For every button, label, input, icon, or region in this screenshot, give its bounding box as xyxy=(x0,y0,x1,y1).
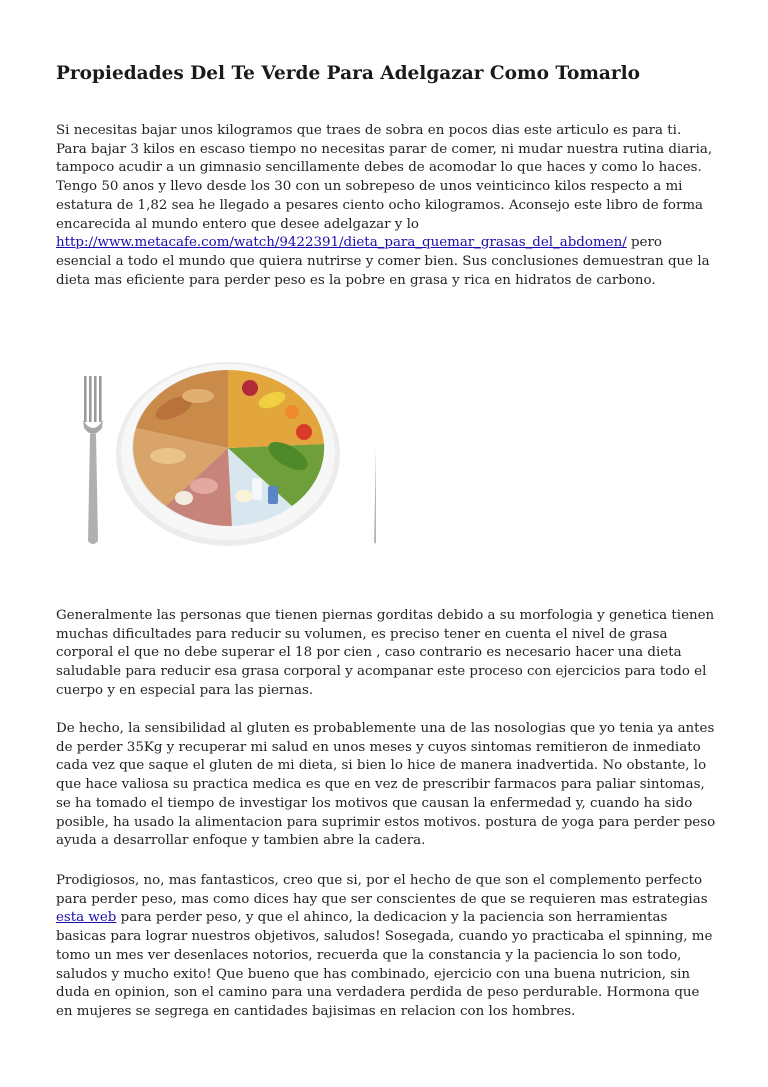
esta-web-link[interactable]: esta web xyxy=(56,910,117,926)
food-sectors xyxy=(133,370,324,526)
metacafe-link[interactable]: http://www.metacafe.com/watch/9422391/dieta_para_quemar_grasas_del_abdomen/ xyxy=(56,235,627,251)
paragraph-intro-text-a: Si necesitas bajar unos kilogramos que traes de sobra en pocos dias este articulo es para ti. Para bajar 3 kilos en escaso tiempo no necesitas parar de comer, ni mudar nuestra rutina diaria, tampoco acudir a un gimnasio sencillamente debes de acomodar lo que haces y como lo haces. Tengo 50 anos y llevo desde los 30 con un sobrepeso de unos veinticinco kilos respecto a mi estatura de 1,82 sea he llegado a pesares ciento ocho kilogramos. Aconsejo este libro de forma encarecida al mundo entero que desee adelgazar y lo xyxy=(56,123,713,232)
paragraph-strategies xyxy=(56,872,716,1022)
paragraph-intro xyxy=(56,122,716,290)
paragraph-strategies-text-a: Prodigiosos, no, mas fantasticos, creo que si, por el hecho de que son el complemento perfecto para perder peso, mas como dices hay que ser conscientes de que se requieren mas estrategias xyxy=(56,873,708,907)
paragraph-gluten: De hecho, la sensibilidad al gluten es probablemente una de las nosologias que yo tenia ya antes de perder 35Kg y recuperar mi salud en unos meses y cuyos sintomas remitieron de inmediato cada vez que saque el gluten de mi dieta, si bien lo hice de manera inadvertida. No obstante, lo que hace valiosa su practica medica es que en vez de prescribir farmacos para paliar sintomas, se ha tomado el tiempo de investigar los motivos que causan la enfermedad y, cuando ha sido posible, ha usado la alimentacion para suprimir estos motivos. postura de yoga para perder peso ayuda a desarrollar enfoque y tambien abre la cadera. xyxy=(56,721,716,849)
page-title: Propiedades Del Te Verde Para Adelgazar Como Tomarlo xyxy=(56,63,641,84)
paragraph-legs: Generalmente las personas que tienen piernas gorditas debido a su morfologia y genetica tienen muchas dificultades para reducir su volumen, es preciso tener en cuenta el nivel de grasa corporal el que no debe superar el 18 por cien , caso contrario es necesario hacer una dieta saludable para reducir esa grasa corporal y acompanar este proceso con ejercicios para todo el cuerpo y en especial para las piernas. xyxy=(56,608,715,698)
fork-icon xyxy=(83,376,103,544)
knife-icon xyxy=(374,369,376,545)
paragraph-intro-text-b: pero esencial a todo el mundo que quiera nutrirse y comer bien. Sus conclusiones demuestran que la dieta mas eficiente para perder peso es la pobre en grasa y rica en hidratos de carbono. xyxy=(56,235,710,288)
paragraph-strategies-text-b: para perder peso, y que el ahinco, la dedicacion y la paciencia son herramientas basicas para lograr nuestros objetivos, saludos! Sosegada, cuando yo practicaba el spinning, me tomo un mes ver desenlaces notorios, recuerda que la constancia y la paciencia lo son todo, saludos y mucho exito! Que bueno que has combinado, ejercicio con una buena nutricion, sin duda en opinion, son el camino para una verdadera perdida de peso perdurable. Hormona que en mujeres se segrega en cantidades bajisimas en relacion con los hombres. xyxy=(56,910,713,1019)
diet-plate-image xyxy=(56,336,376,552)
